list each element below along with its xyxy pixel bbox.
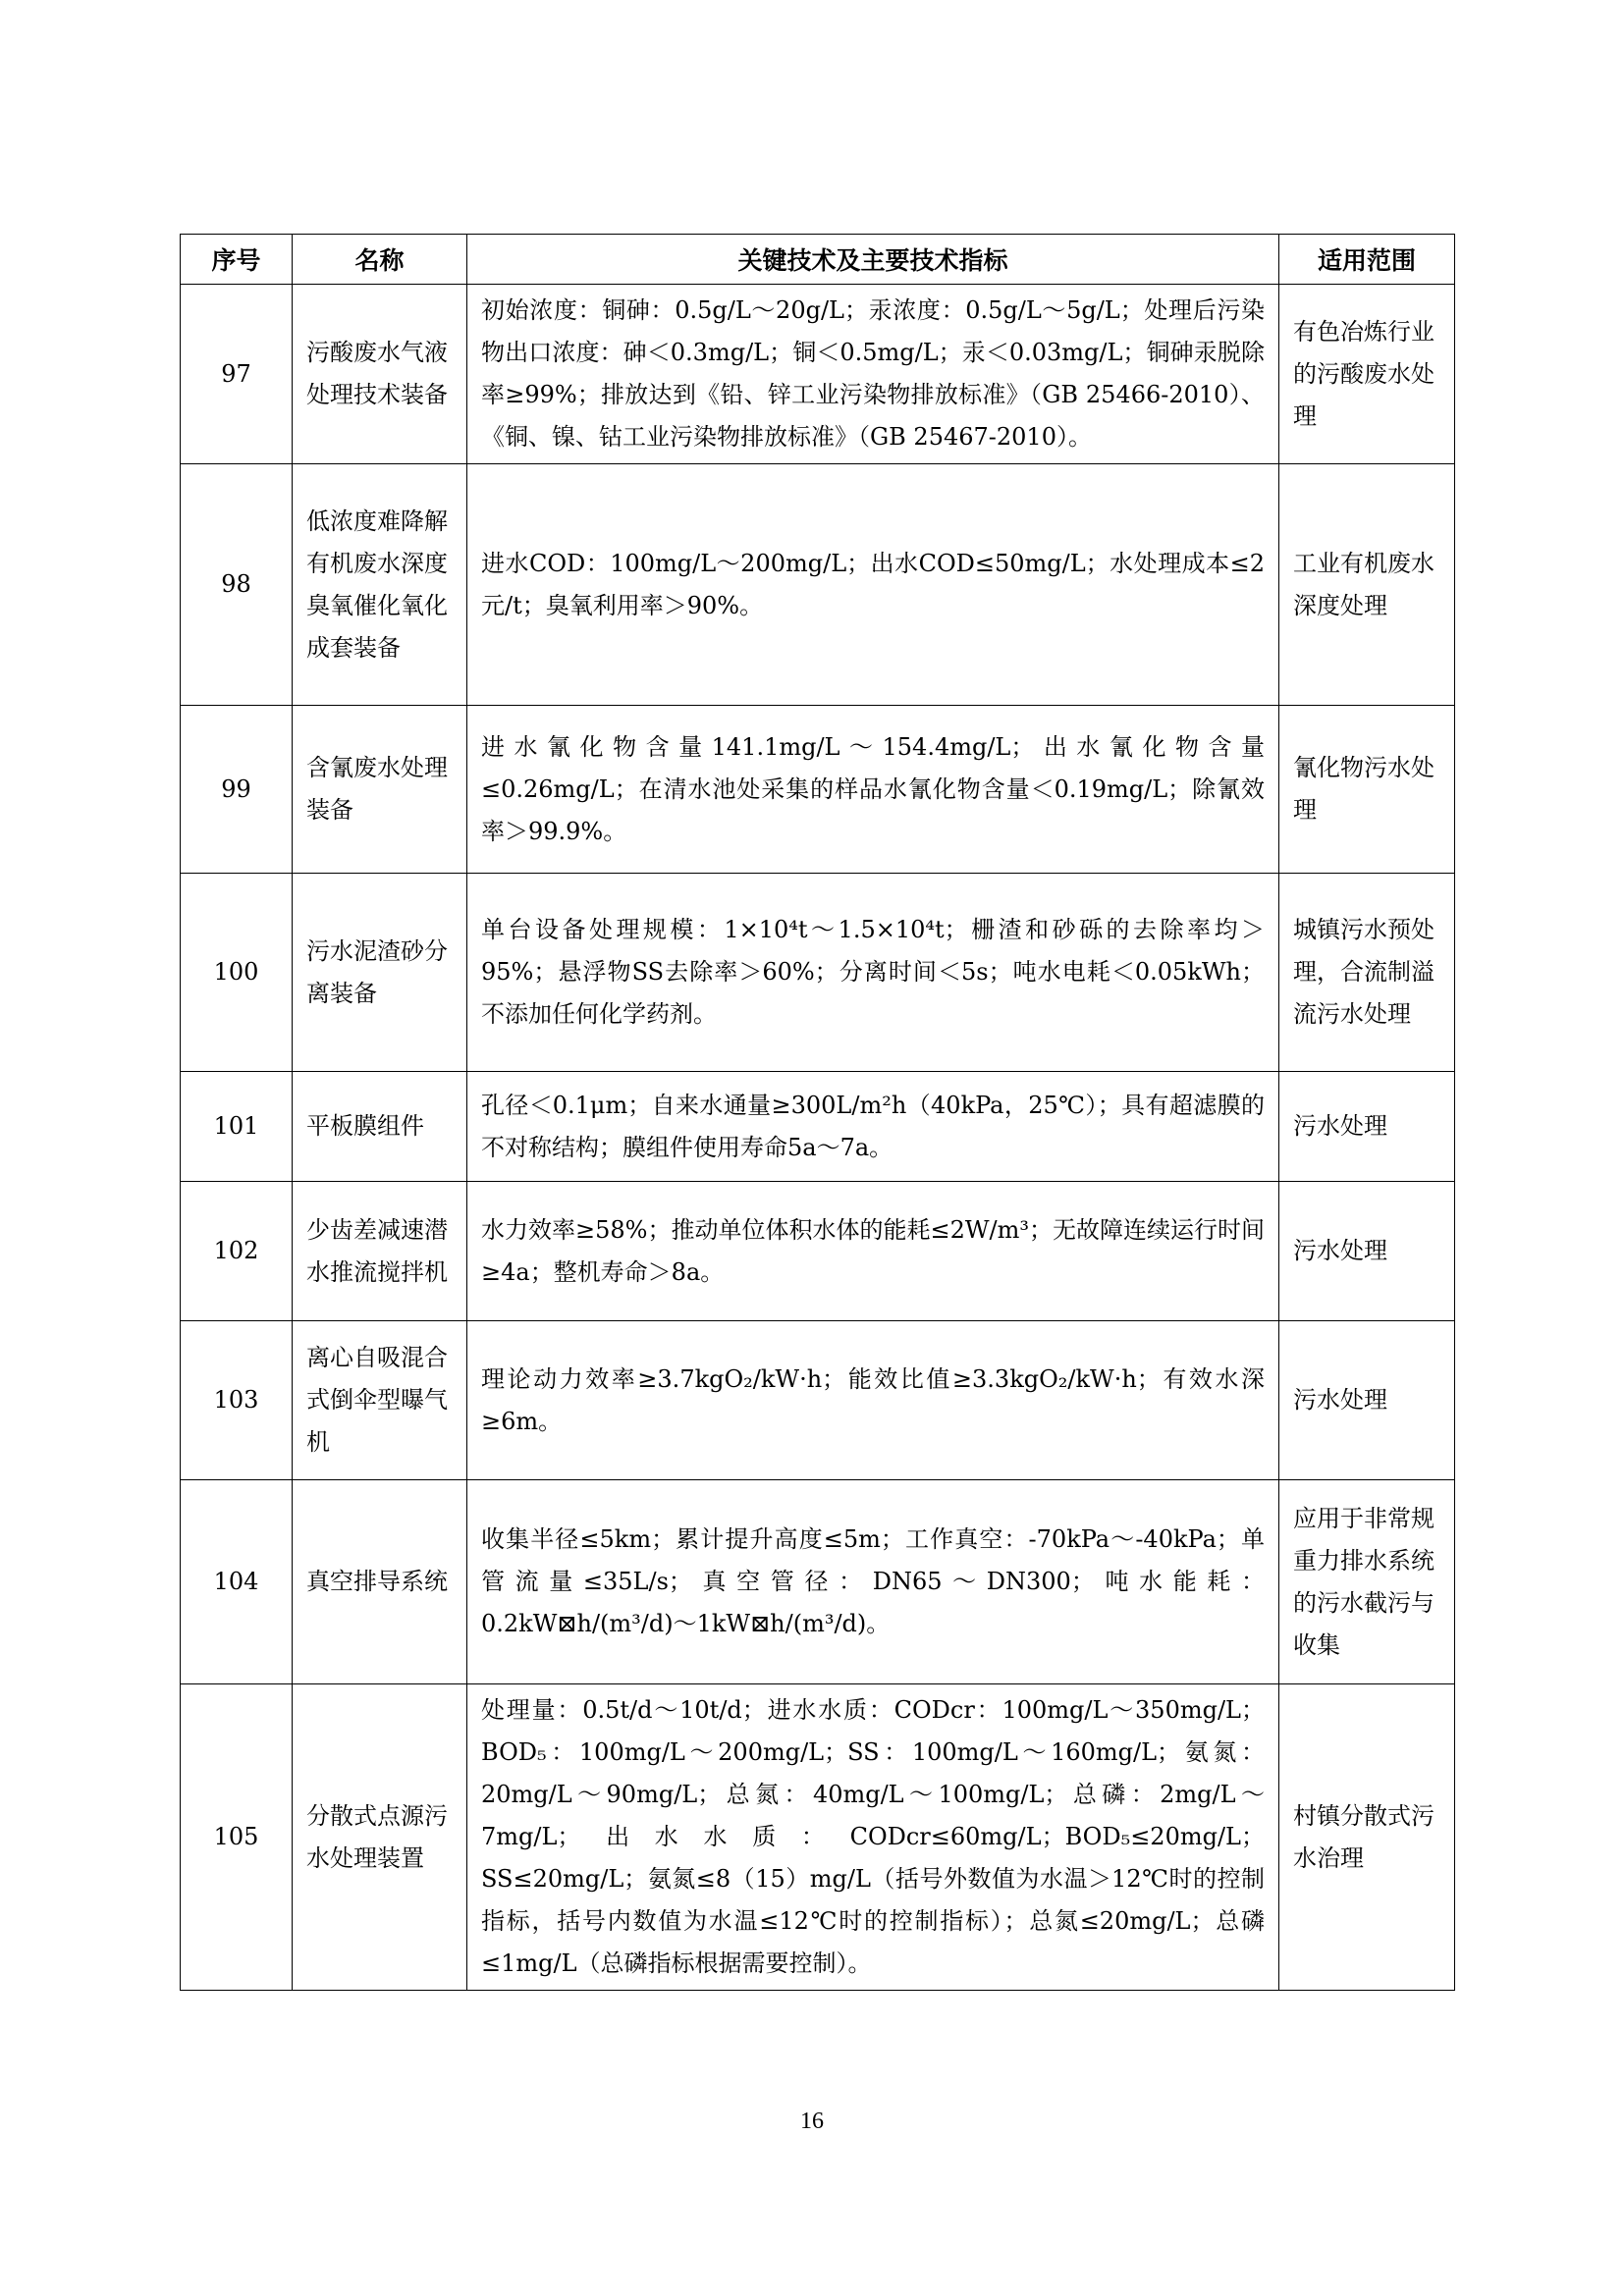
- row-name: 污水泥渣砂分离装备: [293, 874, 467, 1072]
- row-name: 分散式点源污水处理装置: [293, 1684, 467, 1991]
- row-name: 离心自吸混合式倒伞型曝气机: [293, 1321, 467, 1480]
- row-scope: 有色冶炼行业的污酸废水处理: [1279, 285, 1455, 464]
- row-scope: 污水处理: [1279, 1072, 1455, 1182]
- row-name: 低浓度难降解有机废水深度臭氧催化氧化成套装备: [293, 464, 467, 706]
- row-number: 99: [181, 706, 293, 874]
- row-name: 平板膜组件: [293, 1072, 467, 1182]
- row-scope: 氰化物污水处理: [1279, 706, 1455, 874]
- row-scope: 城镇污水预处理，合流制溢流污水处理: [1279, 874, 1455, 1072]
- header-scope: 适用范围: [1279, 235, 1455, 285]
- row-spec: 理论动力效率≥3.7kgO₂/kW·h；能效比值≥3.3kgO₂/kW·h；有效水深≥6m。: [467, 1321, 1279, 1480]
- row-scope: 污水处理: [1279, 1182, 1455, 1321]
- row-spec: 初始浓度：铜砷：0.5g/L～20g/L；汞浓度：0.5g/L～5g/L；处理后污染物出口浓度：砷＜0.3mg/L；铜＜0.5mg/L；汞＜0.03mg/L；铜砷汞脱除率≥99%；排放达到《铅、锌工业污染物排放标准》（GB 25466-2010）、《铜、镍、钴工业污染物排放标准》（GB 25467-2010）。: [467, 285, 1279, 464]
- table-row: [181, 1182, 1455, 1321]
- table-row: [181, 464, 1455, 706]
- row-name: 污酸废水气液处理技术装备: [293, 285, 467, 464]
- row-spec: 收集半径≤5km；累计提升高度≤5m；工作真空：-70kPa～-40kPa；单管流量≤35L/s；真空管径：DN65～DN300；吨水能耗：0.2kW⊠h/(m³/d)～1kW⊠h/(m³/d)。: [467, 1480, 1279, 1684]
- row-number: 101: [181, 1072, 293, 1182]
- row-spec: 进水COD：100mg/L～200mg/L；出水COD≤50mg/L；水处理成本≤2元/t；臭氧利用率＞90%。: [467, 464, 1279, 706]
- row-number: 103: [181, 1321, 293, 1480]
- row-name: 少齿差减速潜水推流搅拌机: [293, 1182, 467, 1321]
- technology-table: [180, 234, 1455, 1991]
- row-scope: 污水处理: [1279, 1321, 1455, 1480]
- row-number: 100: [181, 874, 293, 1072]
- row-spec: 进水氰化物含量141.1mg/L～154.4mg/L；出水氰化物含量≤0.26mg/L；在清水池处采集的样品水氰化物含量＜0.19mg/L；除氰效率＞99.9%。: [467, 706, 1279, 874]
- row-number: 104: [181, 1480, 293, 1684]
- header-key-tech: 关键技术及主要技术指标: [467, 235, 1279, 285]
- table-row: [181, 1480, 1455, 1684]
- table-row: [181, 874, 1455, 1072]
- row-number: 102: [181, 1182, 293, 1321]
- table-row: [181, 706, 1455, 874]
- row-scope: 村镇分散式污水治理: [1279, 1684, 1455, 1991]
- row-spec: 处理量：0.5t/d～10t/d；进水水质：CODcr：100mg/L～350mg/L；BOD₅：100mg/L～200mg/L；SS：100mg/L～160mg/L；氨氮：20mg/L～90mg/L；总氮：40mg/L～100mg/L；总磷：2mg/L～7mg/L；出水水质：CODcr≤60mg/L；BOD₅≤20mg/L；SS≤20mg/L；氨氮≤8（15）mg/L（括号外数值为水温＞12℃时的控制指标，括号内数值为水温≤12℃时的控制指标）；总氮≤20mg/L；总磷≤1mg/L（总磷指标根据需要控制）。: [467, 1684, 1279, 1991]
- row-name: 含氰废水处理装备: [293, 706, 467, 874]
- table-row: [181, 1684, 1455, 1991]
- row-spec: 单台设备处理规模：1×10⁴t～1.5×10⁴t；栅渣和砂砾的去除率均＞95%；悬浮物SS去除率＞60%；分离时间＜5s；吨水电耗＜0.05kWh；不添加任何化学药剂。: [467, 874, 1279, 1072]
- header-name: 名称: [293, 235, 467, 285]
- row-spec: 孔径＜0.1μm；自来水通量≥300L/m²h（40kPa，25℃）；具有超滤膜的不对称结构；膜组件使用寿命5a～7a。: [467, 1072, 1279, 1182]
- row-name: 真空排导系统: [293, 1480, 467, 1684]
- table-header-row: [181, 235, 1455, 285]
- row-number: 97: [181, 285, 293, 464]
- row-number: 98: [181, 464, 293, 706]
- header-number: 序号: [181, 235, 293, 285]
- page-number: 16: [800, 2109, 824, 2134]
- row-number: 105: [181, 1684, 293, 1991]
- row-scope: 工业有机废水深度处理: [1279, 464, 1455, 706]
- table-row: [181, 1072, 1455, 1182]
- table-row: [181, 285, 1455, 464]
- row-scope: 应用于非常规重力排水系统的污水截污与收集: [1279, 1480, 1455, 1684]
- table-row: [181, 1321, 1455, 1480]
- row-spec: 水力效率≥58%；推动单位体积水体的能耗≤2W/m³；无故障连续运行时间≥4a；整机寿命＞8a。: [467, 1182, 1279, 1321]
